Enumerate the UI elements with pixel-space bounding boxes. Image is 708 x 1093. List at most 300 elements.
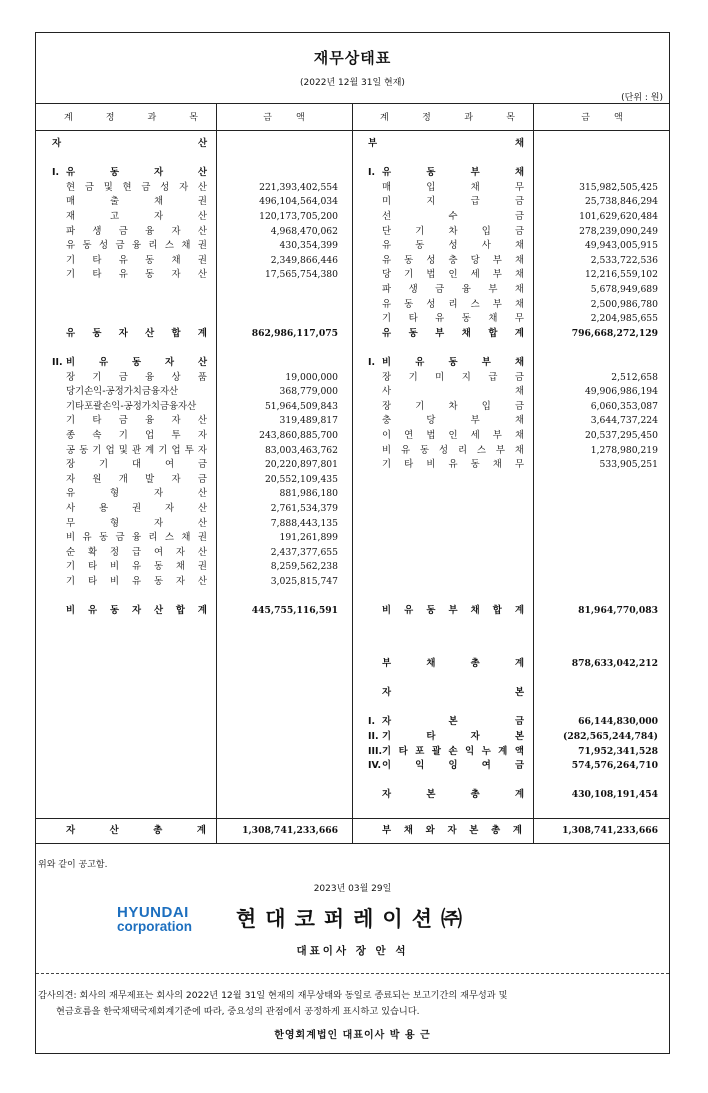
label-char: 관 [131,444,141,456]
label-char: 금 [514,371,524,383]
label-char: 상 [171,371,181,383]
liability-statement-row [36,298,671,312]
report-date: (2022년 12월 31일 현재) [300,78,405,88]
equity-amount: 574,576,264,710 [571,760,658,772]
equity-account-label [368,759,524,773]
label-char: 무 [514,181,524,193]
label-char: 급 [470,196,480,208]
label-char: 동 [79,444,89,456]
label-char: 성 [160,181,170,193]
label-char: 자 [171,415,181,427]
label-char: 리 [148,532,158,544]
liability-amount: 101,629,620,484 [579,211,658,222]
label-char: 산 [197,225,207,237]
label-char: 자 [382,716,392,728]
liability-statement-row [36,239,671,253]
label-char: 무 [514,313,524,325]
label-char: 현 [66,181,76,193]
label-char: 입 [426,181,436,193]
label-char: 입 [481,225,491,237]
label-char: 리 [148,240,158,252]
label-char: 타 [408,313,418,325]
label-char: 권 [197,532,207,544]
label-char: 자 [66,473,76,485]
label-char: 및 [103,181,113,193]
label-char: 본 [514,687,524,699]
label-char: 성 [426,298,436,310]
asset-amount: 221,393,402,554 [259,181,338,193]
hyundai-corporation-logo [117,905,217,934]
label-char: 본 [514,731,524,742]
label-char: 자 [175,576,185,587]
label-char: 세 [470,269,480,281]
label-char: 계 [514,789,524,801]
label-char: 채 [514,298,524,310]
label-char: 유 [382,298,392,310]
label-char: 채 [470,181,480,193]
label-char: 비 [66,357,76,368]
header-char: 정 [105,113,115,123]
equity-statement-row [36,745,671,759]
liability-statement-row [36,604,671,618]
asset-amount: 20,552,109,435 [264,473,338,485]
label-char: 비 [66,532,76,544]
liability-statement-row [36,210,671,224]
label-char: 유 [448,459,458,471]
liability-amount: 2,512,658 [611,371,658,383]
audit-opinion-line-1: 감사의견: 회사의 재무제표는 회사의 2022년 12월 31일 현재의 재무상태와 동일로 종료되는 보고기간의 재무성과 및 [38,990,508,1001]
label-char: 권 [197,561,207,573]
label-char: 비 [382,605,392,617]
label-char: 원 [92,473,102,485]
label-char: 자 [66,825,76,836]
label-char: 합 [175,605,185,617]
label-char: 포 [415,745,425,757]
liability-amount: 49,943,005,915 [584,240,658,252]
label-char: 동 [145,254,155,266]
label-char: 충 [448,254,458,266]
label-char: 동 [92,327,102,339]
asset-statement-row [36,546,671,560]
asset-statement-row [36,517,671,531]
label-char: 공 [66,444,76,456]
label-char: 금 [141,181,151,193]
label-char: 법 [426,269,436,281]
label-char: 성 [98,240,109,252]
label-char: 타 [92,254,102,266]
label-char: 투 [171,430,181,441]
label-char: 권 [197,240,207,252]
label-char: 대 [131,459,142,471]
label-char: 용 [98,503,109,514]
label-char: 합 [488,327,498,339]
label-char: 유 [382,254,392,266]
label-char: 개 [118,473,128,485]
label-char: 융 [145,225,155,237]
roman-numeral: II. [52,357,63,368]
label-char: 산 [197,269,207,281]
label-char: 부 [495,444,505,456]
liability-statement-row [36,371,671,385]
liability-account-label [382,298,524,312]
asset-account-label [66,502,207,516]
label-char: 채 [488,313,498,325]
liability-statement-row [36,181,671,195]
totals-bottom-rule [36,843,669,844]
label-char: 유 [66,488,76,500]
label-char: 자 [131,605,142,617]
label-char: 이 [382,760,392,772]
liability-amount: 81,964,770,083 [578,605,658,617]
liability-account-label [382,210,524,224]
label-char: 장 [66,459,76,471]
label-char: 익 [415,760,425,772]
asset-amount: 496,104,564,034 [259,196,338,208]
label-char: 재 [66,211,76,222]
label-char: 부 [492,269,502,281]
asset-statement-row [36,487,671,501]
label-char: 산 [197,181,207,193]
liability-statement-row [36,283,671,297]
label-char: 금 [514,400,524,412]
liability-amount: 12,216,559,102 [584,269,658,281]
liability-amount: 1,278,980,219 [590,444,658,456]
asset-statement-row [36,502,671,516]
equity-statement-row [36,730,671,744]
asset-amount: 2,437,377,655 [270,546,338,558]
label-char: 금 [118,371,128,383]
dashed-separator [36,973,669,974]
asset-account-label [66,531,207,545]
label-char: 금 [197,473,207,485]
label-char: 유 [82,532,92,544]
label-char: 유 [118,269,128,281]
label-char: 이 [382,430,392,441]
label-char: 단 [382,225,392,237]
page-title: 재무상태표 [313,49,392,67]
label-char: 동 [131,357,142,368]
equity-account-label [382,788,524,802]
label-char: 여 [164,459,175,471]
liability-amount: 3,644,737,224 [590,415,658,427]
asset-amount: 2,761,534,379 [270,503,338,514]
label-char: 누 [481,745,491,757]
totals-row [36,824,671,838]
label-char: 기 [118,430,128,441]
label-char: 여 [481,760,491,772]
label-char: 와 [425,825,435,836]
label-char: 스 [476,444,486,456]
label-char: 기 [66,561,76,573]
label-char: 금 [514,760,524,772]
asset-account-label [66,487,207,501]
liability-account-label [382,385,524,399]
liability-account-label [368,137,524,151]
label-char: 동 [404,254,414,266]
label-char: 확 [87,546,98,558]
label-char: 액 [514,745,524,757]
label-char: 자 [175,546,185,558]
asset-account-label: 기타포괄손익-공정가치금융자산 [66,400,197,412]
label-char: 괄 [431,745,441,757]
right-amount-header [533,103,671,130]
label-char: 계 [196,825,206,836]
label-char: 금 [514,225,524,237]
label-char: 유 [382,327,392,339]
label-char: 금 [115,532,125,544]
label-char: 채 [514,444,524,456]
logo-line-1: HYUNDAI [117,904,189,921]
label-char: 인 [448,430,458,441]
equity-amount: 430,108,191,454 [571,789,658,801]
label-char: 금 [118,415,128,427]
label-char: 업 [145,430,155,441]
roman-numeral: I. [368,716,376,728]
assets-total-amount: 1,308,741,233,666 [242,825,338,836]
asset-amount: 191,261,899 [279,532,338,544]
label-char: 형 [109,488,120,500]
label-char: 동 [153,576,163,587]
label-char: 채 [514,138,524,149]
label-char: 본 [426,789,436,801]
label-char: 업 [105,444,115,456]
label-char: 채 [514,357,524,368]
label-char: 업 [171,444,181,456]
label-char: 합 [171,327,181,339]
asset-amount: 19,000,000 [285,371,338,383]
label-char: 계 [498,745,508,757]
label-char: 권 [197,196,207,208]
header-char: 목 [189,113,198,123]
liability-statement-row [36,137,671,151]
label-char: 기 [404,269,414,281]
ceo-name: 대표이사 장 안 석 [296,945,409,957]
label-char: 순 [66,546,76,558]
label-char: 비 [109,576,120,587]
label-char: 동 [426,167,436,179]
label-char: 동 [461,313,471,325]
label-char: 연 [404,430,414,441]
label-char: 기 [98,459,109,471]
liability-account-label [382,239,524,253]
asset-amount: 51,964,509,843 [264,400,338,412]
label-char: 지 [461,371,471,383]
liability-account-label [382,254,524,268]
label-char: 투 [184,444,194,456]
label-char: 채 [514,240,524,252]
section-title [382,356,524,370]
label-char: 금 [514,196,524,208]
label-char: 채 [181,240,191,252]
equity-statement-row [36,686,671,700]
asset-amount: 430,354,399 [279,240,338,252]
label-char: 자 [179,181,189,193]
equity-statement-row [36,657,671,671]
liability-statement-row [36,444,671,458]
label-char: 부 [435,327,445,339]
label-char: 총 [491,825,501,836]
label-char: 채 [403,825,413,836]
label-char: 자 [171,473,181,485]
label-char: 자 [153,517,163,529]
label-char: 유 [66,327,76,339]
label-char: 융 [145,371,155,383]
label-char: 급 [488,371,498,383]
asset-amount: 368,779,000 [279,386,338,398]
label-char: 속 [92,430,102,441]
label-char: 융 [131,532,141,544]
roman-numeral: I. [52,167,60,179]
label-char: 부 [481,357,491,368]
label-char: 자 [164,357,175,368]
label-char: 융 [461,284,471,295]
announce-date: 2023년 03월 29일 [313,884,392,894]
label-char: 성 [438,444,449,456]
label-char: 부 [448,605,458,617]
label-char: 금 [118,225,128,237]
label-char: 기 [415,400,425,412]
label-char: 유 [131,561,142,573]
asset-amount: 243,860,885,700 [259,430,338,441]
label-char: 타 [87,576,98,587]
unit-label: (단위 : 원) [621,93,663,103]
label-char: 산 [197,517,207,529]
asset-amount: 8,259,562,238 [270,561,338,573]
auditor-name: 한영회계법인 대표이사 박 용 근 [274,1030,431,1041]
label-char: 무 [66,517,76,529]
liability-amount: 796,668,272,129 [571,327,658,339]
label-char: 동 [404,298,414,310]
label-char: 자 [470,731,480,742]
label-char: 당 [382,269,392,281]
asset-amount: 319,489,817 [279,415,338,427]
asset-statement-row [36,575,671,589]
assets-total-label [66,824,206,838]
label-char: 유 [382,240,392,252]
label-char: 기 [382,459,392,471]
liability-account-label [382,327,524,341]
label-char: 금 [197,459,207,471]
label-char: 유 [400,444,411,456]
label-char: 동 [419,444,430,456]
label-char: 채 [514,284,524,295]
liability-statement-row [36,327,671,341]
label-char: 동 [470,459,480,471]
label-char: 장 [382,400,392,412]
header-char: 금 [581,113,590,123]
label-char: 채 [514,415,524,427]
equity-amount: 71,952,341,528 [578,745,658,757]
label-char: 당 [470,254,480,266]
label-char: 부 [470,167,480,179]
section-title [382,745,524,759]
label-char: 금 [84,181,94,193]
label-char: 생 [92,225,102,237]
label-char: 부 [492,298,502,310]
label-char: 부 [488,284,498,295]
label-char: 기 [382,731,392,742]
equity-amount: (282,565,244,784) [562,731,658,742]
label-char: 차 [448,400,458,412]
label-char: 동 [145,269,155,281]
label-char: 법 [426,430,436,441]
asset-amount: 862,986,117,075 [251,327,338,339]
equity-account-label [368,730,524,744]
asset-account-label [66,575,207,589]
label-char: 기 [382,745,392,757]
header-char: 과 [464,113,473,123]
label-char: 유 [435,313,445,325]
liability-statement-row [36,225,671,239]
label-char: 동 [448,357,458,368]
liability-statement-row [36,414,671,428]
label-char: 자 [164,503,175,514]
liability-amount: 25,738,846,294 [584,196,658,208]
label-char: 유 [404,605,414,617]
label-char: 동 [98,532,109,544]
label-char: 금 [435,284,445,295]
section-title [382,166,524,180]
liability-account-label [382,444,524,458]
label-char: 채 [514,269,524,281]
label-char: 미 [382,196,392,208]
equity-amount: 66,144,830,000 [578,716,658,728]
label-char: 기 [408,371,418,383]
label-char: 채 [426,658,436,669]
label-char: 자 [153,211,163,222]
header-char: 액 [296,113,305,123]
label-char: 스 [164,240,174,252]
liability-amount: 6,060,353,087 [590,400,658,412]
label-char: 동 [153,561,163,573]
liability-statement-row [36,268,671,282]
header-char: 액 [614,113,623,123]
label-char: 부 [492,254,502,266]
label-char: 지 [426,196,436,208]
label-char: 성 [448,240,458,252]
label-char: 채 [153,196,163,208]
roman-numeral: II. [368,731,379,742]
liability-account-label [368,356,524,370]
asset-amount: 4,968,470,062 [270,225,338,237]
liability-amount: 278,239,090,249 [579,225,658,237]
label-char: 계 [197,605,207,617]
label-char: 권 [197,254,207,266]
label-char: 금 [514,716,524,728]
asset-statement-row [36,560,671,574]
label-char: 자 [171,225,181,237]
liability-statement-row [36,429,671,443]
label-char: 산 [153,605,163,617]
liability-statement-row [36,400,671,414]
liability-amount: 2,533,722,536 [590,254,658,266]
label-char: 세 [470,430,480,441]
asset-amount: 120,173,705,200 [259,211,338,222]
asset-amount: 17,565,754,380 [264,269,338,281]
right-account-header [352,103,533,130]
liability-account-label [382,181,524,195]
label-char: 채 [514,254,524,266]
section-title [382,730,524,744]
label-char: 파 [66,225,76,237]
liability-account-label [382,458,524,472]
liability-amount: 2,500,986,780 [590,298,658,310]
asset-account-label: 당기손익-공정가치금융자산 [66,386,179,398]
label-char: 채 [181,532,191,544]
label-char: 비 [382,444,392,456]
label-char: 채 [492,459,502,471]
asset-account-label [66,560,207,574]
